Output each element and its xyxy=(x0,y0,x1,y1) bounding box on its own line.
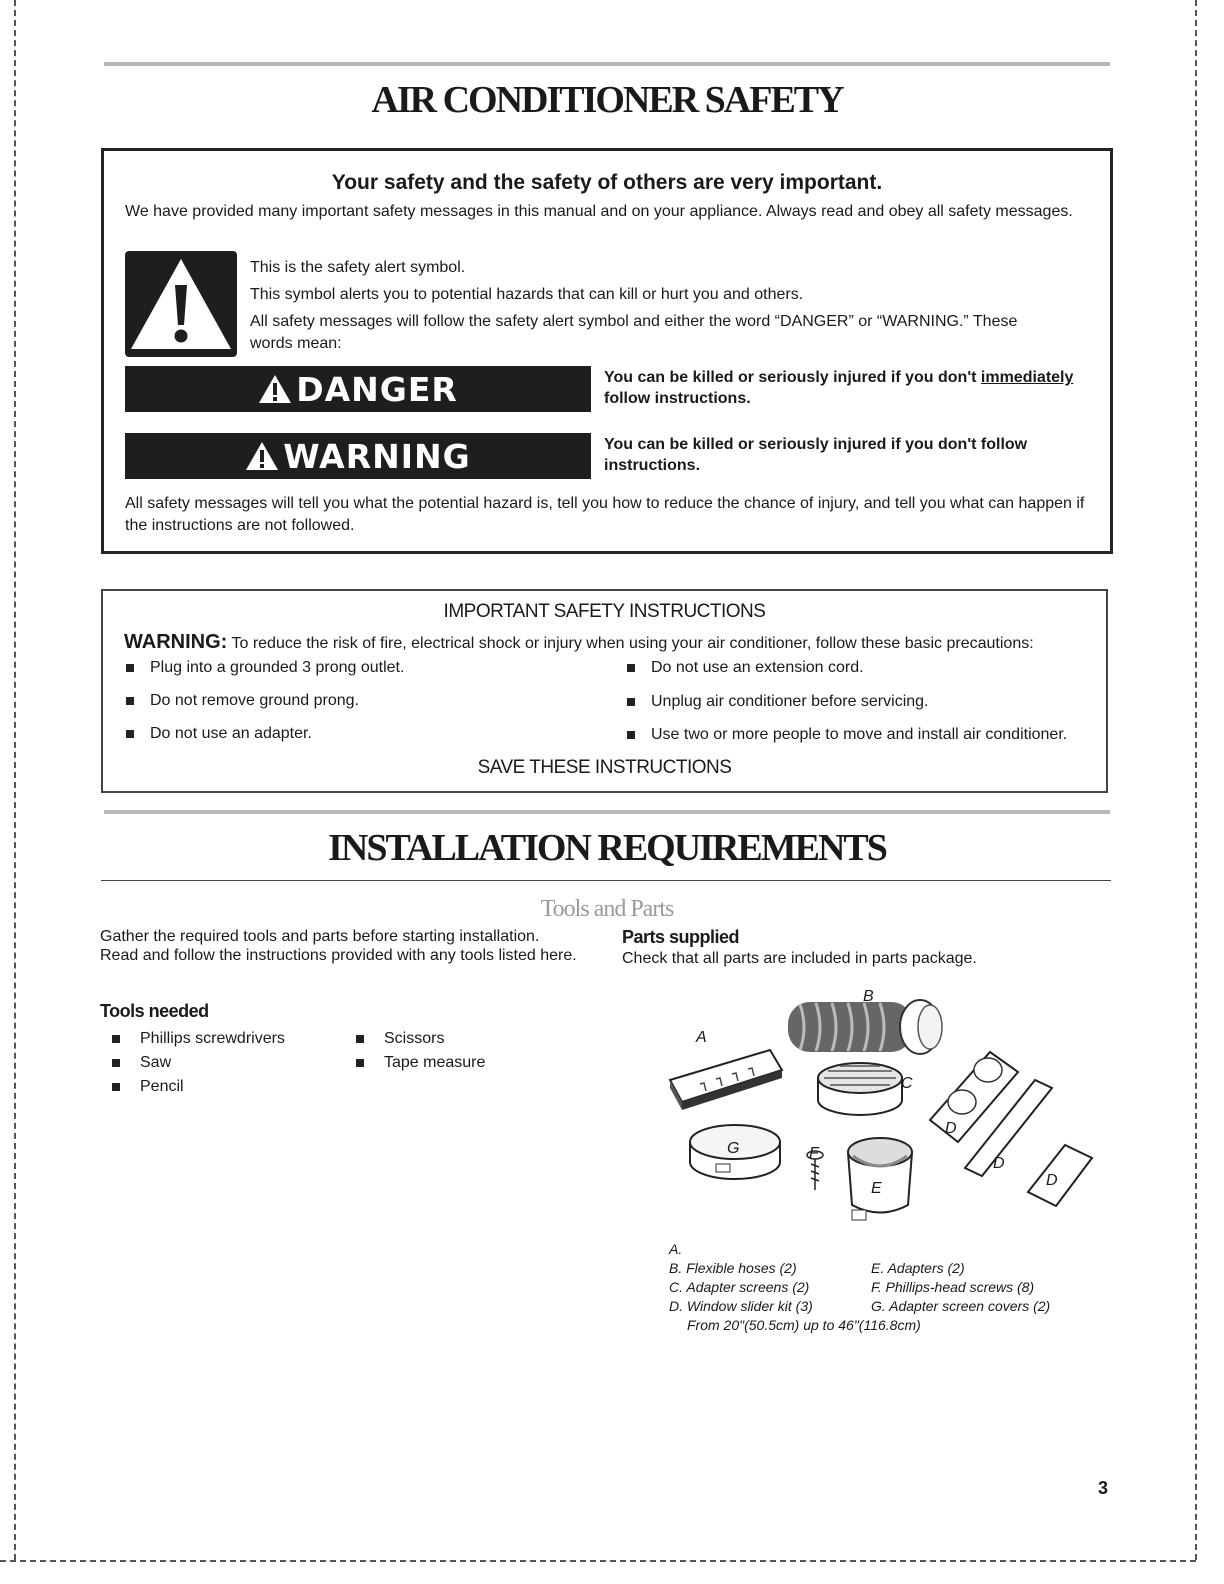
tool-item: Phillips screwdrivers xyxy=(112,1030,285,1048)
legend-item: A. xyxy=(669,1241,683,1257)
safety-title: AIR CONDITIONER SAFETY xyxy=(371,79,843,121)
diagram-label-d: D xyxy=(1046,1172,1058,1189)
safety-outro: All safety messages will tell you what the potential hazard is, tell you how to reduce the chance of injury, and tell you what can happen if the instructions are not followed. xyxy=(125,495,1085,534)
safety-intro: We have provided many important safety messages in this manual and on your appliance. Always read and obey all safety messages. xyxy=(125,203,1073,220)
tools-heading: Tools needed xyxy=(100,1001,209,1021)
warning-label: WARNING xyxy=(283,436,471,476)
legend-item: C. Adapter screens (2) xyxy=(669,1279,810,1295)
diagram-label-f: F xyxy=(809,1145,819,1162)
middle-rule xyxy=(104,810,1110,814)
danger-description: You can be killed or seriously injured if you don't immediately follow instructions. xyxy=(604,369,1074,407)
parts-heading: Parts supplied xyxy=(622,927,740,947)
diagram-label-g: G xyxy=(727,1140,740,1157)
page-number: 3 xyxy=(1098,1478,1109,1498)
tool-item: Saw xyxy=(112,1054,171,1072)
instructions-warning: WARNING: To reduce the risk of fire, electrical shock or injury when using your air conditioner, follow these basic precautions: xyxy=(124,631,1034,653)
instruction-item: Unplug air conditioner before servicing. xyxy=(627,693,928,711)
diagram-label-c: C xyxy=(901,1075,913,1092)
legend-item: F. Phillips-head screws (8) xyxy=(871,1279,1035,1295)
legend-item: B. Flexible hoses (2) xyxy=(669,1260,797,1276)
diagram-label-b: B xyxy=(863,988,874,1005)
legend-item: D. Window slider kit (3) xyxy=(669,1298,813,1314)
adapter-screen-illustration xyxy=(818,1063,902,1115)
installation-title: INSTALLATION REQUIREMENTS xyxy=(328,827,886,869)
alert-line-1: This is the safety alert symbol. xyxy=(250,259,466,276)
parts-text: Check that all parts are included in parts package. xyxy=(622,950,977,967)
safety-alert-icon xyxy=(125,251,237,357)
diagram-label-e: E xyxy=(871,1180,882,1197)
instruction-item: Plug into a grounded 3 prong outlet. xyxy=(126,659,404,677)
diagram-label-a: A xyxy=(696,1029,707,1046)
danger-banner xyxy=(125,366,591,412)
save-instructions: SAVE THESE INSTRUCTIONS xyxy=(477,757,732,778)
cut-line-right xyxy=(1195,0,1197,1560)
warning-description: You can be killed or seriously injured if you don't follow instructions. xyxy=(604,436,1028,474)
important-instructions-box xyxy=(101,589,1108,793)
instruction-item: Do not use an adapter. xyxy=(126,725,312,743)
tools-parts-title: Tools and Parts xyxy=(540,896,674,922)
diagram-label-d: D xyxy=(945,1120,957,1137)
instructions-heading: IMPORTANT SAFETY INSTRUCTIONS xyxy=(443,601,766,622)
tool-item: Pencil xyxy=(112,1078,184,1096)
cut-line-left xyxy=(14,0,16,1560)
warning-banner xyxy=(125,433,591,479)
warning-alert-icon xyxy=(245,441,279,471)
instruction-item: Do not remove ground prong. xyxy=(126,692,359,710)
top-rule xyxy=(104,62,1110,66)
legend-item: E. Adapters (2) xyxy=(871,1260,965,1276)
safety-box xyxy=(101,148,1113,554)
warning-word: WARNING: xyxy=(124,631,228,653)
tool-item: Scissors xyxy=(356,1030,444,1048)
installation-rule xyxy=(101,880,1111,881)
instruction-item: Do not use an extension cord. xyxy=(627,659,864,677)
cut-line-bottom xyxy=(0,1560,1196,1562)
instruction-item: Use two or more people to move and install air conditioner. xyxy=(627,726,1067,744)
tool-item: Tape measure xyxy=(356,1054,485,1072)
safety-heading: Your safety and the safety of others are very important. xyxy=(331,171,883,194)
alert-line-2: This symbol alerts you to potential hazards that can kill or hurt you and others. xyxy=(250,286,804,303)
legend-item: G. Adapter screen covers (2) xyxy=(871,1298,1051,1314)
alert-line-3: All safety messages will follow the safety alert symbol and either the word “DANGER” or “WARNING.” These words mean: xyxy=(250,313,1018,352)
danger-emphasis: immediately xyxy=(980,369,1074,386)
flexible-hose-illustration xyxy=(788,1000,942,1054)
part-a-illustration xyxy=(670,1050,782,1110)
danger-label: DANGER xyxy=(296,369,458,409)
gather-text: Gather the required tools and parts before starting installation. Read and follow the instructions provided with any tools listed here. xyxy=(100,928,577,964)
danger-alert-icon xyxy=(258,374,292,404)
diagram-label-d: D xyxy=(993,1155,1005,1172)
legend-range: From 20"(50.5cm) up to 46"(116.8cm) xyxy=(687,1317,921,1333)
